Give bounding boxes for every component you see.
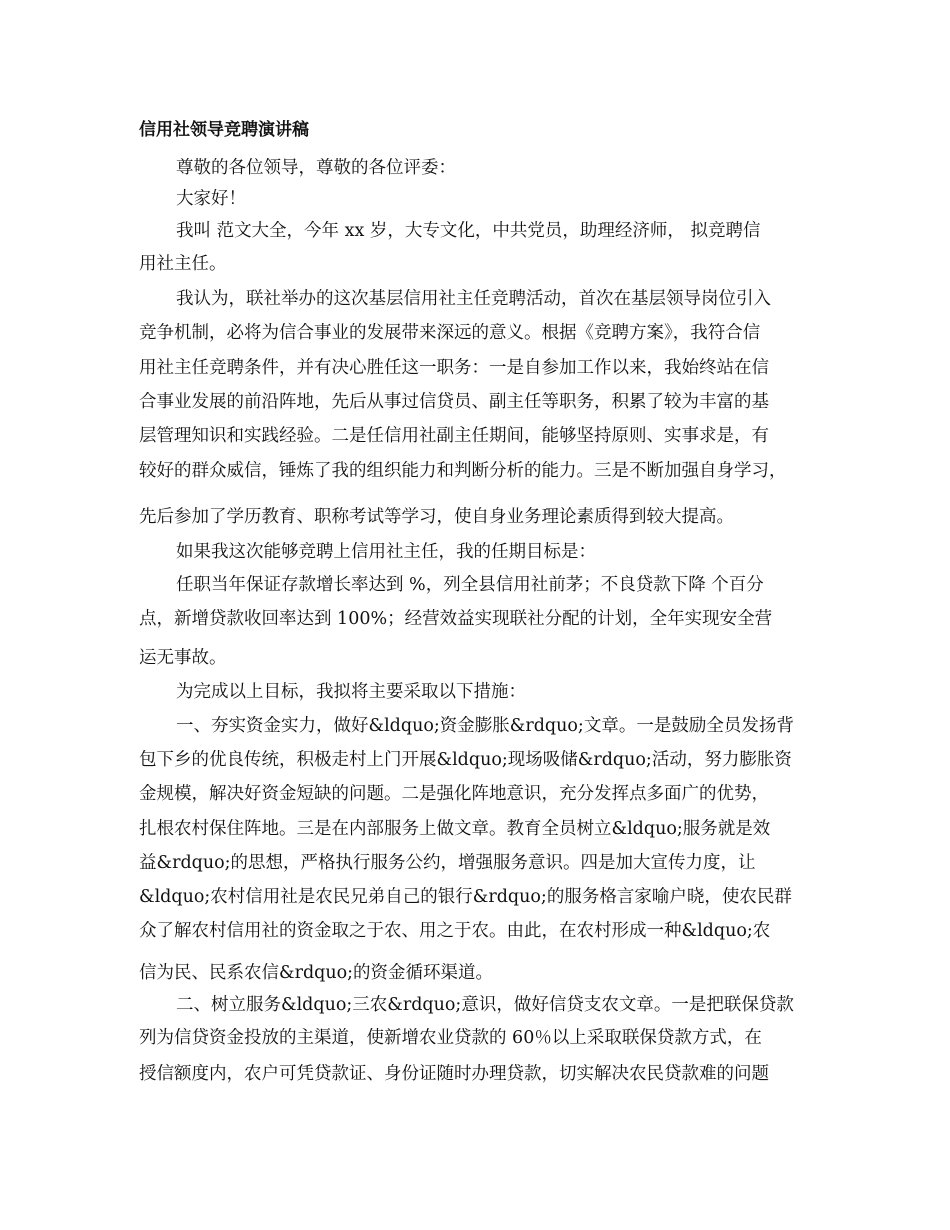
text-line: &ldquo;农村信用社是农民兄弟自己的银行&rdquo;的服务格言家喻户晓，使农民群	[139, 887, 792, 907]
text-line: 大家好！	[176, 189, 246, 209]
text-line: 竞争机制，必将为信合事业的发展带来深远的意义。根据《竞聘方案》，我符合信	[139, 323, 761, 343]
text-line: 为完成以上目标，我拟将主要采取以下措施：	[176, 682, 526, 702]
text-line: 一、夯实资金实力，做好&ldquo;资金膨胀&rdquo;文章。一是鼓励全员发扬背	[176, 716, 794, 736]
document-title: 信用社领导竞聘演讲稿	[139, 120, 309, 140]
text-line: 用社主任。	[139, 254, 227, 274]
text-line: 包下乡的优良传统，积极走村上门开展&ldquo;现场吸储&rdquo;活动，努力膨胀资	[139, 750, 792, 770]
text-line: 益&rdquo;的思想，严格执行服务公约，增强服务意识。四是加大宣传力度，让	[139, 853, 756, 873]
text-line: 点，新增贷款收回率达到 100%；经营效益实现联社分配的计划，全年实现安全营	[139, 609, 773, 629]
text-line: 运无事故。	[139, 648, 227, 668]
text-line: 金规模，解决好资金短缺的问题。二是强化阵地意识，充分发挥点多面广的优势，	[139, 784, 769, 804]
text-line: 我叫 范文大全，今年 xx 岁，大专文化，中共党员，助理经济师， 拟竞聘信	[176, 221, 761, 241]
text-line: 用社主任竞聘条件，并有决心胜任这一职务：一是自参加工作以来，我始终站在信	[139, 358, 769, 378]
text-line: 列为信贷资金投放的主渠道，使新增农业贷款的 60％以上采取联保贷款方式，在	[139, 1028, 762, 1048]
text-line: 层管理知识和实践经验。二是任信用社副主任期间，能够坚持原则、实事求是，有	[139, 426, 769, 446]
text-line: 较好的群众威信，锤炼了我的组织能力和判断分析的能力。三是不断加强自身学习，	[139, 461, 787, 481]
text-line: 信为民、民系农信&rdquo;的资金循环渠道。	[139, 963, 494, 983]
text-line: 二、树立服务&ldquo;三农&rdquo;意识，做好信贷支农文章。一是把联保贷款	[176, 995, 794, 1015]
text-line: 众了解农村信用社的资金取之于农、用之于农。由此，在农村形成一种&ldquo;农	[139, 921, 771, 941]
text-line: 合事业发展的前沿阵地，先后从事过信贷员、副主任等职务，积累了较为丰富的基	[139, 392, 769, 412]
text-line: 扎根农村保住阵地。三是在内部服务上做文章。教育全员树立&ldquo;服务就是效	[139, 819, 771, 839]
text-line: 授信额度内，农户可凭贷款证、身份证随时办理贷款，切实解决农民贷款难的问题	[139, 1064, 769, 1084]
text-line: 任职当年保证存款增长率达到 %，列全县信用社前茅；不良贷款下降 个百分	[176, 575, 764, 595]
text-line: 先后参加了学历教育、职称考试等学习，使自身业务理论素质得到较大提高。	[139, 507, 734, 527]
text-line: 如果我这次能够竞聘上信用社主任，我的任期目标是：	[176, 542, 596, 562]
text-line: 尊敬的各位领导，尊敬的各位评委：	[176, 158, 456, 178]
text-line: 我认为，联社举办的这次基层信用社主任竞聘活动，首次在基层领导岗位引入	[176, 289, 771, 309]
